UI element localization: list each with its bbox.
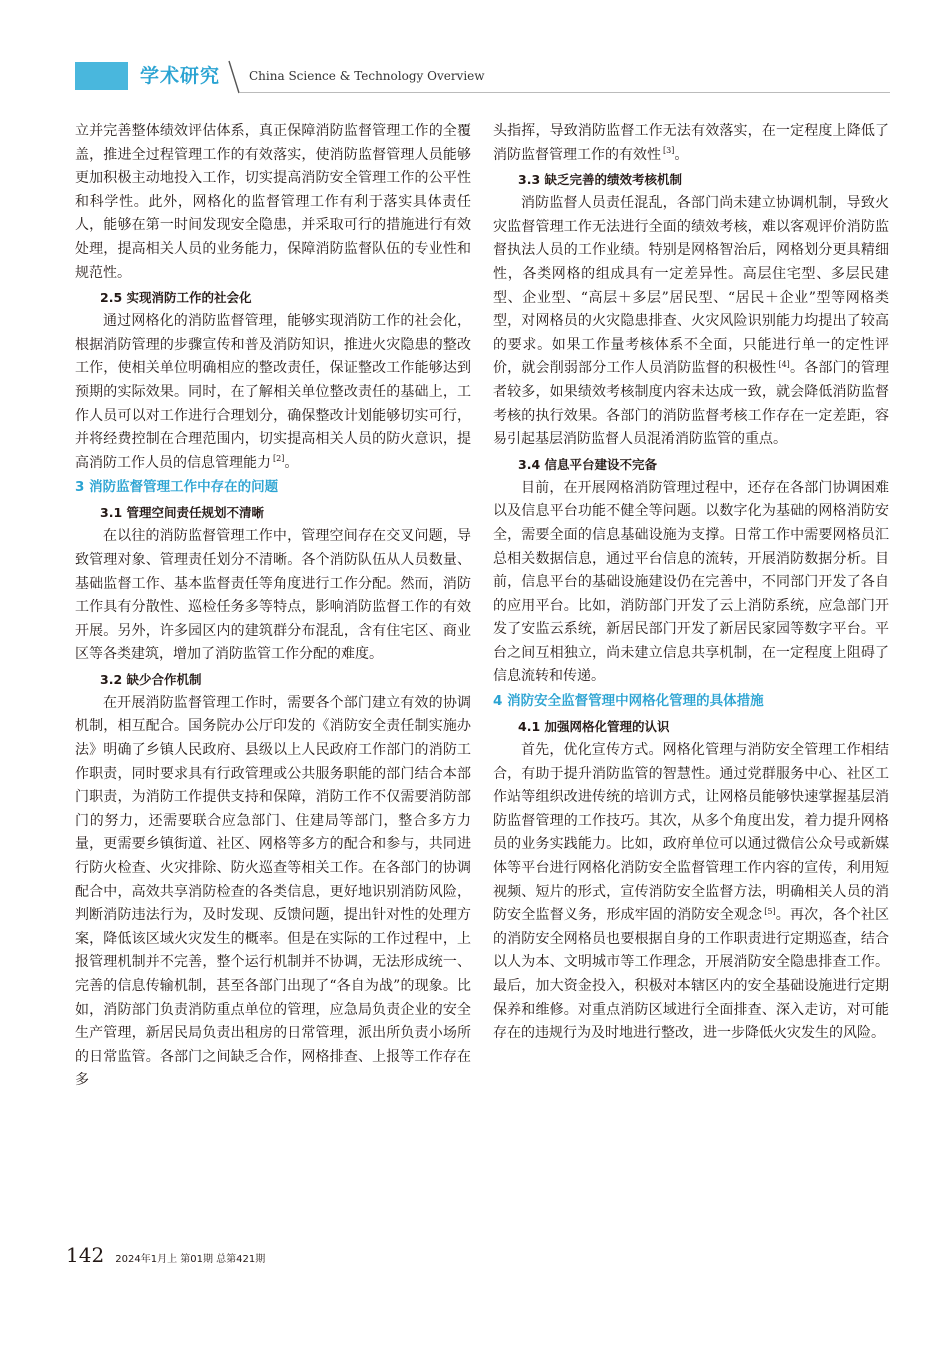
journal-name: China Science & Technology Overview — [249, 69, 485, 83]
paragraph-4-1-text-b: 。再次，各个社区的消防安全网格员也要根据自身的工作职责进行定期巡查，结合以人为本、文明城市等工作理念，开展消防安全隐患排查工作。最后，加大资金投入，积极对本辖区内的安全基础设施进行定期保养和维修。对重点消防区域进行全面排查、深入走访，对可能存在的违规行为及时地进行整改，进一步降低火灾发生的风险。 — [493, 907, 890, 1042]
page-footer — [66, 1243, 265, 1267]
heading-4-1: 4.1 加强网格化管理的认识 — [518, 719, 670, 735]
paragraph-intro: 立并完善整体绩效评估体系，真正保障消防监督管理工作的全覆盖，推进全过程管理工作的有效落实，使消防监督管理人员能够更加积极主动地投入工作，切实提高消防安全管理工作的公平性和科学性。此外，网格化的监督管理工作有利于落实具体责任人，能够在第一时间发现安全隐患，并采取可行的措施进行有效处理，提高相关人员的业务能力，保障消防监督队伍的专业性和规范性。 — [75, 123, 471, 281]
heading-4: 4 消防安全监督管理中网格化管理的具体措施 — [493, 693, 764, 710]
paragraph-2-5 — [75, 310, 471, 475]
heading-3: 3 消防监督管理工作中存在的问题 — [75, 479, 279, 496]
paragraph-3-3-text-a: 消防监督人员责任混乱，各部门尚未建立协调机制，导致火灾监督管理工作无法进行全面的绩效考核，难以客观评价消防监督执法人员的工作业绩。特别是网格智治后，网格划分更具精细性，各类网格的组成具有一定差异性。高层住宅型、多层民建型、企业型、“高层＋多层”居民型、“居民＋企业”型等网格类型，对网格员的火灾隐患排查、火灾风险识别能力均提出了较高的要求。如果工作量考核体系不全面，只能进行单一的定性评价，就会削弱部分工作人员消防监督的积极性 — [493, 195, 889, 377]
page-header — [0, 0, 950, 100]
left-column — [75, 120, 471, 1093]
paragraph-3-2: 在开展消防监督管理工作时，需要各个部门建立有效的协调机制，相互配合。国务院办公厅印发的《消防安全责任制实施办法》明确了乡镇人民政府、县级以上人民政府工作部门的消防工作职责，同时要求具有行政管理或公共服务职能的部门结合本部门职责，为消防工作提供支持和保障，消防工作不仅需要消防部门的努力，还需要联合应急部门、住建局等部门，整合多方力量，更需要乡镇街道、社区、网格等多方的配合和参与，共同进行防火检查、火灾排除、防火巡查等相关工作。在各部门的协调配合中，高效共享消防检查的各类信息，更好地识别消防风险，判断消防违法行为，及时发现、反馈问题，提出针对性的处理方案，降低该区域火灾发生的概率。但是在实际的工作过程中，上报管理机制并不完善，整个运行机制并不协调，无法形成统一、完善的信息传输机制，甚至各部门出现了“各自为战”的现象。比如，消防部门负责消防重点单位的管理，应急局负责企业的安全生产管理，新居民局负责出租房的日常管理，派出所负责小场所的日常监管。各部门之间缺乏合作，网格排查、上报等工作存在多 — [75, 694, 471, 1089]
right-column — [493, 120, 889, 1046]
heading-2-5: 2.5 实现消防工作的社会化 — [100, 290, 252, 306]
citation-2: [2] — [273, 454, 285, 464]
section-title: 学术研究 — [140, 65, 221, 87]
citation-3: [3] — [663, 145, 675, 155]
paragraph-4-1 — [493, 739, 889, 1046]
punct: 。 — [674, 146, 689, 163]
paragraph-3-1: 在以往的消防监督管理工作中，管理空间存在交叉问题，导致管理对象、管理责任划分不清晰。各个消防队伍从人员数量、基础监督工作、基本监督责任等角度进行工作分配。然而，消防工作具有分散性、巡检任务多等特点，影响消防监督工作的有效开展。另外，许多园区内的建筑群分布混乱，含有住宅区、商业区等各类建筑，增加了消防监管工作分配的难度。 — [75, 528, 471, 663]
paragraph-4-1-text-a: 首先，优化宣传方式。网格化管理与消防安全管理工作相结合，有助于提升消防监管的智慧性。通过党群服务中心、社区工作站等组织改进传统的培训方式，让网格员能够快速掌握基层消防监督管理的工作技巧。其次，从多个角度出发，着力提升网格员的业务实践能力。比如，政府单位可以通过微信公众号或新媒体等平台进行网格化消防安全监督管理工作内容的宣传，利用短视频、短片的形式，宣传消防安全监督方法，明确相关人员的消防安全监督义务，形成牢固的消防安全观念 — [493, 742, 889, 924]
header-slash-divider — [228, 60, 240, 94]
paragraph-continued — [493, 120, 889, 167]
heading-3-3: 3.3 缺乏完善的绩效考核机制 — [518, 172, 682, 188]
citation-5: [5] — [764, 906, 776, 916]
citation-4: [4] — [778, 359, 790, 369]
heading-3-1: 3.1 管理空间责任规划不清晰 — [100, 505, 264, 521]
header-rule — [240, 92, 890, 93]
paragraph-3-4: 目前，在开展网格消防管理过程中，还存在各部门协调困难以及信息平台功能不健全等问题。以数字化为基础的网格消防安全，需要全面的信息基础设施为支撑。日常工作中需要网格员汇总相关数据信息，通过平台信息的流转，开展消防数据分析。目前，信息平台的基础设施建设仍在完善中，不同部门开发了各自的应用平台。比如，消防部门开发了云上消防系统，应急部门开发了安监云系统，新居民部门开发了新居民家园等数字平台。平台之间互相独立，尚未建立信息共享机制，在一定程度上阻碍了信息流转和传递。 — [493, 479, 889, 685]
page-number: 142 — [66, 1243, 105, 1267]
heading-3-2: 3.2 缺少合作机制 — [100, 671, 202, 687]
header-color-block — [75, 62, 128, 90]
paragraph-2-5-text: 通过网格化的消防监督管理，能够实现消防工作的社会化，根据消防管理的步骤宣传和普及消防知识，推进火灾隐患的整改工作，使相关单位明确相应的整改责任，保证整改工作能够达到预期的实际效果。同时，在了解相关单位整改责任的基础上，工作人员可以对工作进行合理划分，确保整改计划能够切实可行，并将经费控制在合理范围内，切实提高相关人员的防火意识，提高消防工作人员的信息管理能力 — [75, 313, 471, 471]
punct: 。 — [284, 454, 299, 471]
paragraph-continued-text: 头指挥，导致消防监督工作无法有效落实，在一定程度上降低了消防监督管理工作的有效性 — [493, 123, 889, 163]
heading-3-4: 3.4 信息平台建设不完备 — [518, 456, 657, 472]
paragraph-3-3 — [493, 192, 889, 452]
issue-info: 2024年1月上 第01期 总第421期 — [115, 1254, 266, 1265]
paragraph-3-3-text-b: 。各部门的管理者较多，如果绩效考核制度内容未达成一致，就会降低消防监督考核的执行效果。各部门的消防监督考核工作存在一定差距，容易引起基层消防监督人员混淆消防监管的重点。 — [493, 360, 890, 448]
